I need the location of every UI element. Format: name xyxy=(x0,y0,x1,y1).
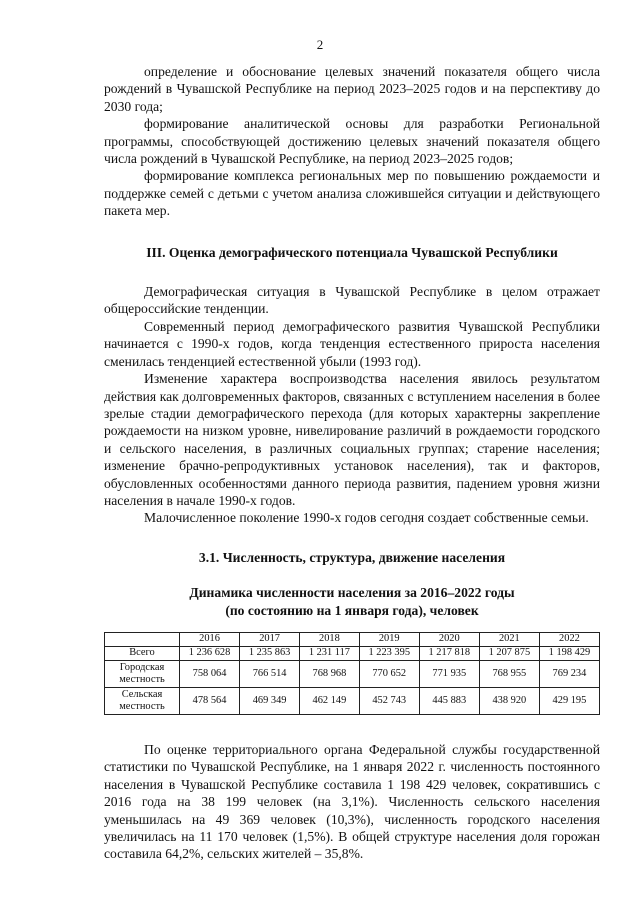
table-title xyxy=(104,584,600,619)
row-label: Сельская местность xyxy=(105,687,180,714)
table-cell: 1 236 628 xyxy=(180,646,240,660)
table-cell: 1 223 395 xyxy=(359,646,419,660)
table-cell: 1 198 429 xyxy=(539,646,599,660)
document-body xyxy=(104,63,600,863)
table-cell: 1 217 818 xyxy=(419,646,479,660)
year-header: 2020 xyxy=(419,632,479,646)
section-paragraph: Изменение характера воспроизводства населения явилось результатом действия как долговременных факторов, связанных с вступлением населения в более зрелые стадии демографического перехода (для которых характерны закрепление рождаемости на низком уровне, нивелирование различий в рождаемости городского и сельского населения, в различных социальных группах; старение населения; изменение брачно-репродуктивных установок населения), так и факторов, обусловленных особенностями данного периода развития, падением уровня жизни населения в начале 1990-х годов. xyxy=(104,371,600,508)
table-cell: 770 652 xyxy=(359,660,419,687)
table-cell: 429 195 xyxy=(539,687,599,714)
table-cell: 771 935 xyxy=(419,660,479,687)
table-cell: 438 920 xyxy=(479,687,539,714)
table-cell: 462 149 xyxy=(300,687,360,714)
row-label: Всего xyxy=(105,646,180,660)
table-cell: 758 064 xyxy=(180,660,240,687)
table-cell: 1 207 875 xyxy=(479,646,539,660)
table-cell: 768 955 xyxy=(479,660,539,687)
table-header-row xyxy=(105,632,600,646)
intro-paragraph: формирование аналитической основы для разработки Региональной программы, способствующей достижению целевых значений показателя общего числа рождений в Чувашской Республике, на период 2023–2025 годов; xyxy=(104,116,600,167)
table-title-line: (по состоянию на 1 января года), человек xyxy=(225,602,479,618)
table-cell: 768 968 xyxy=(300,660,360,687)
subsection-heading: 3.1. Численность, структура, движение населения xyxy=(198,549,506,565)
table-cell: 478 564 xyxy=(180,687,240,714)
table-row xyxy=(105,660,600,687)
row-label: Городская местность xyxy=(105,660,180,687)
table-cell: 1 231 117 xyxy=(300,646,360,660)
table-cell: 452 743 xyxy=(359,687,419,714)
table-cell: 1 235 863 xyxy=(240,646,300,660)
year-header: 2018 xyxy=(300,632,360,646)
table-corner-cell xyxy=(105,632,180,646)
table-cell: 445 883 xyxy=(419,687,479,714)
section-paragraph: Малочисленное поколение 1990-х годов сегодня создает собственные семьи. xyxy=(144,510,589,526)
section-paragraph: Современный период демографического развития Чувашской Республики начинается с 1990-х годов, когда тенденция естественного прироста населения сменилась тенденцией естественной убыли (1993 год). xyxy=(104,318,600,369)
year-header: 2022 xyxy=(539,632,599,646)
year-header: 2021 xyxy=(479,632,539,646)
intro-paragraph: определение и обоснование целевых значений показателя общего числа рождений в Чувашской Республике на период 2023–2025 годов и на перспективу до 2030 года; xyxy=(104,64,600,114)
table-cell: 469 349 xyxy=(240,687,300,714)
table-cell: 769 234 xyxy=(539,660,599,687)
section-heading: III. Оценка демографического потенциала Чувашской Республики xyxy=(146,244,558,260)
table-title-line: Динамика численности населения за 2016–2022 годы xyxy=(189,585,515,601)
table-cell: 766 514 xyxy=(240,660,300,687)
population-table xyxy=(104,632,600,715)
section-paragraph: Демографическая ситуация в Чувашской Республике в целом отражает общероссийские тенденции. xyxy=(104,284,600,317)
year-header: 2016 xyxy=(180,632,240,646)
closing-paragraph: По оценке территориального органа Федеральной службы государственной статистики по Чувашской Республике, на 1 января 2022 г. численность постоянного населения в Чувашской Республике составила 1 198 429 человек, сократившись с 2016 года на 38 199 человек (на 3,1%). Численность сельского населения уменьшилась на 49 369 человек (10,3%), численность городского населения увеличилась на 11 170 человек (1,5%). В общей структуре населения доля горожан составила 64,2%, сельских жителей – 35,8%. xyxy=(104,741,600,862)
intro-paragraph: формирование комплекса региональных мер по повышению рождаемости и поддержке семей с детьми с учетом анализа сложившейся ситуации и действующего пакета мер. xyxy=(104,168,600,219)
table-row xyxy=(105,687,600,714)
year-header: 2017 xyxy=(240,632,300,646)
table-row xyxy=(105,646,600,660)
page-number: 2 xyxy=(316,37,324,52)
year-header: 2019 xyxy=(359,632,419,646)
